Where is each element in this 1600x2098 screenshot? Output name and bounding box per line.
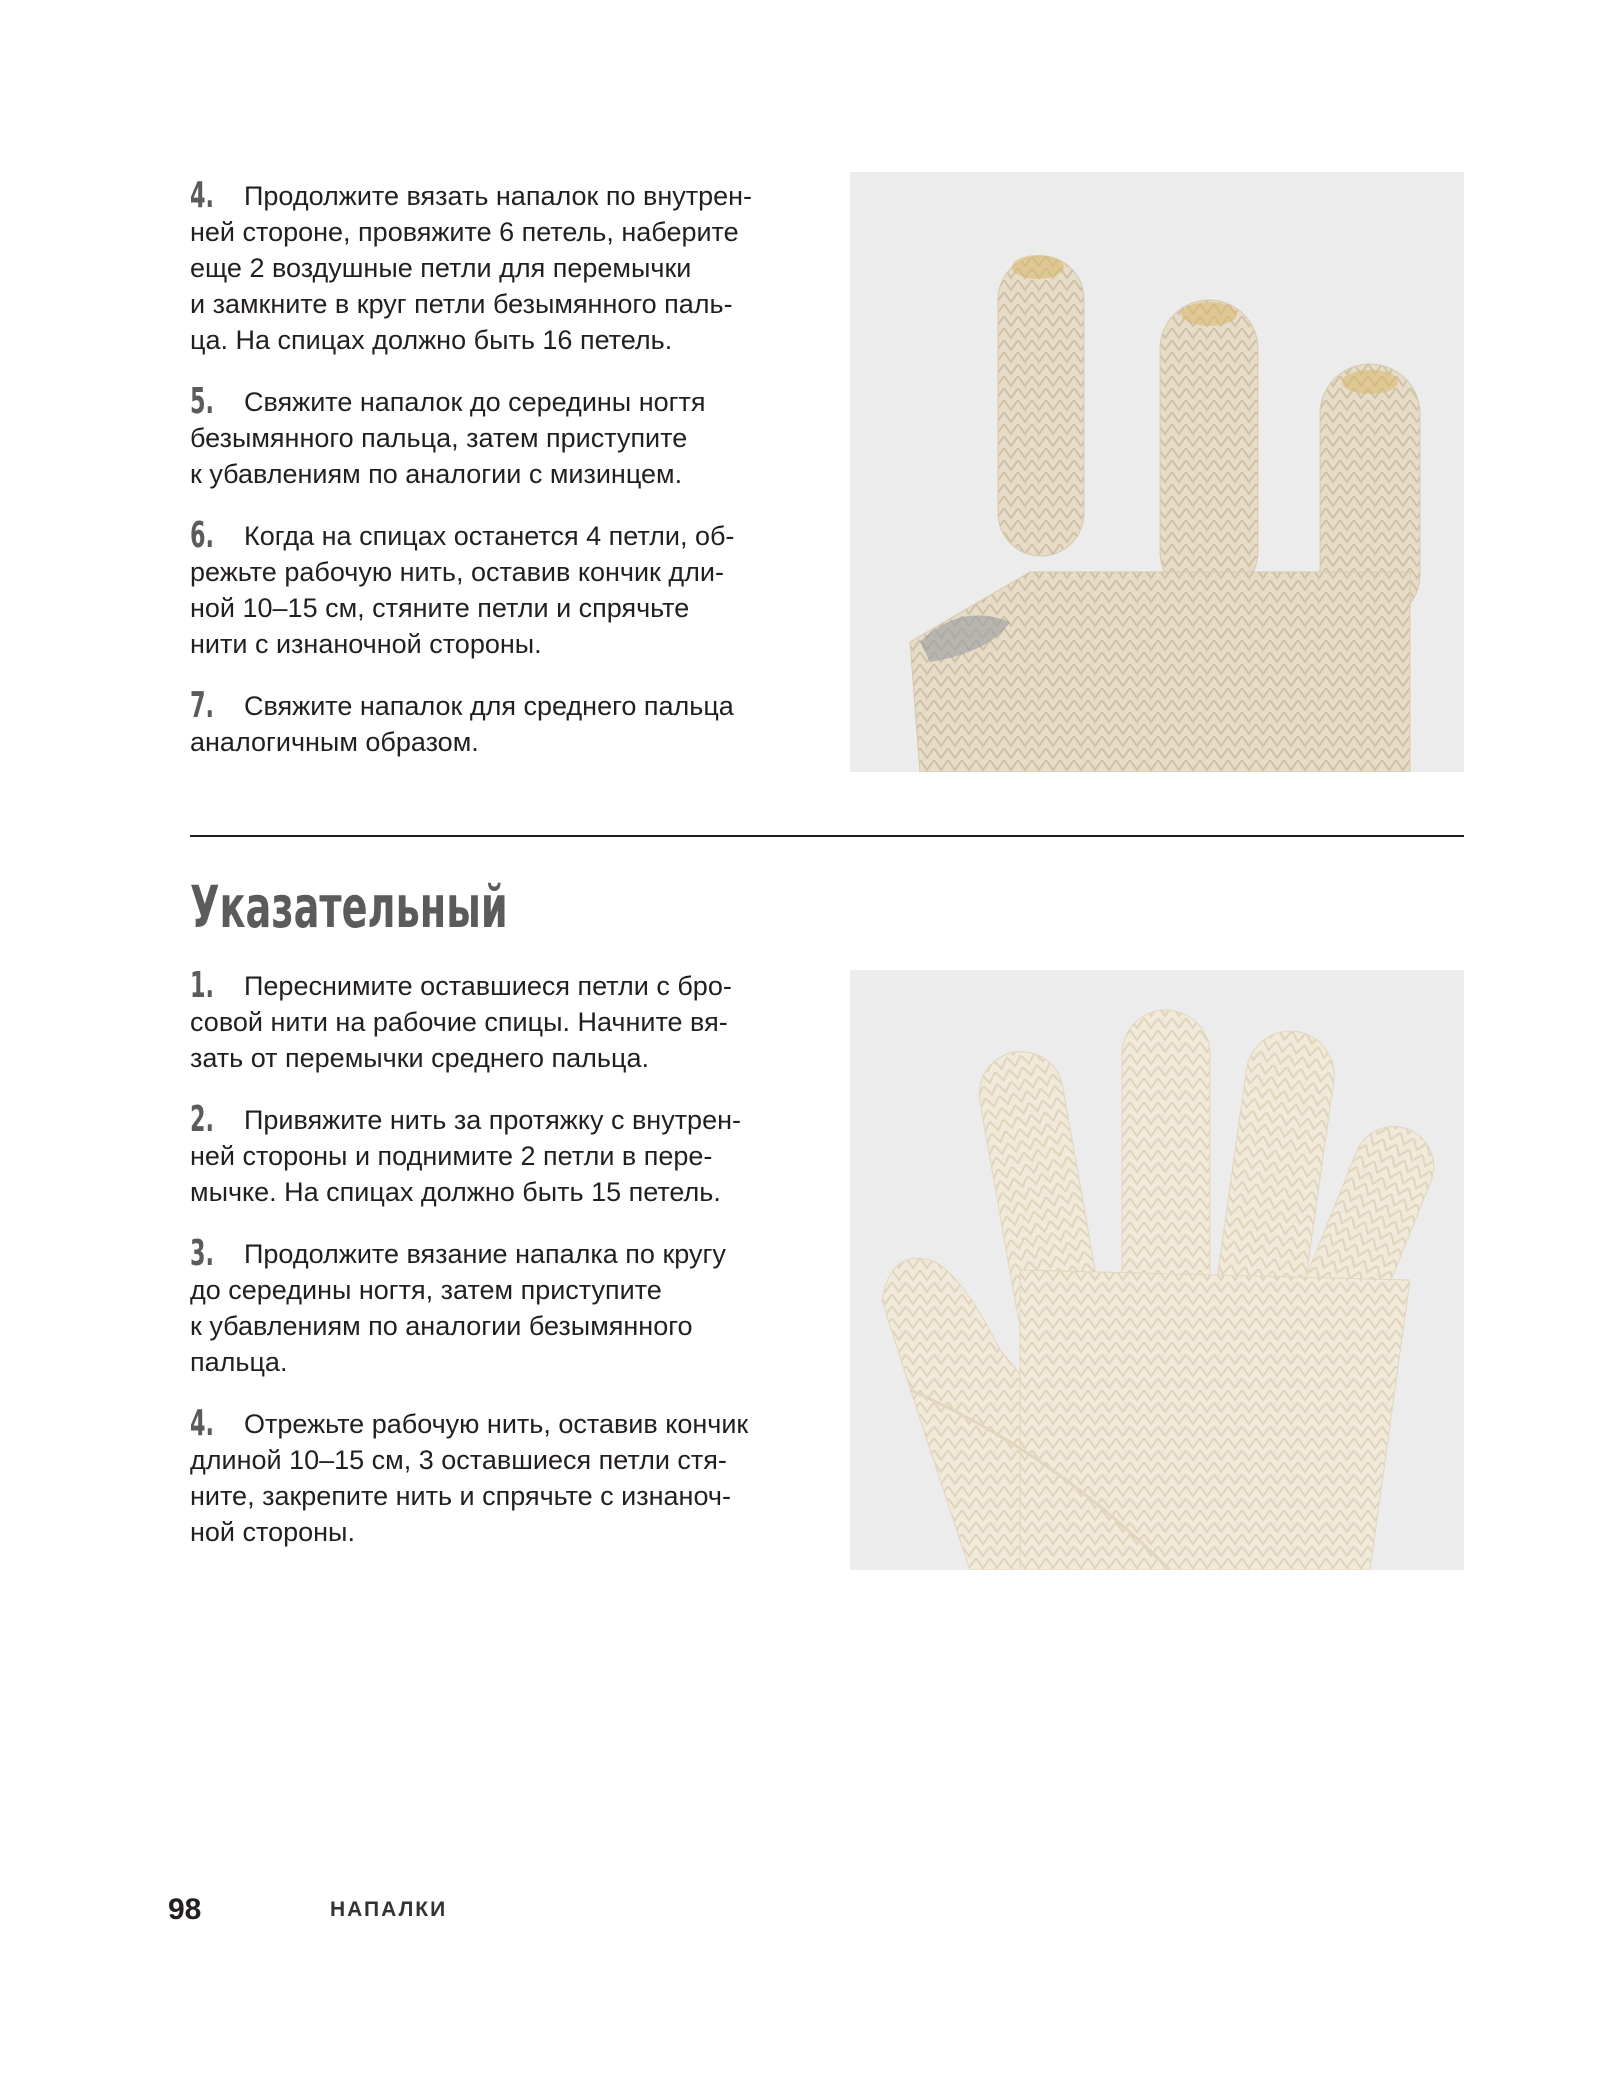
step-text-line: до середины ногтя, затем приступите: [190, 1275, 662, 1305]
running-footer-section: НАПАЛКИ: [330, 1898, 448, 1921]
top-steps: [190, 175, 810, 760]
step-text-line: режьте рабочую нить, оставив кончик дли-: [190, 557, 724, 587]
step-number: 4.: [190, 175, 215, 216]
step-text-line: Переснимите оставшиеся петли с бро-: [244, 971, 732, 1001]
knitted-glove-hand-illustration: [850, 970, 1464, 1570]
step-text-line: ной 10–15 см, стяните петли и спрячьте: [190, 593, 690, 623]
step-text-line: Привяжите нить за протяжку с внутрен-: [244, 1105, 741, 1135]
step-text-line: Свяжите напалок для среднего пальца: [244, 691, 734, 721]
step-text-line: ней стороне, провяжите 6 петель, наберите: [190, 217, 739, 247]
step-text-line: ца. На спицах должно быть 16 петель.: [190, 325, 673, 355]
step-text-line: нити с изнаночной стороны.: [190, 629, 542, 659]
step-text-line: безымянного пальца, затем приступите: [190, 423, 688, 453]
step-text-line: и замкните в круг петли безымянного паль-: [190, 289, 733, 319]
step-text-line: еще 2 воздушные петли для перемычки: [190, 253, 692, 283]
step-text-line: пальца.: [190, 1347, 288, 1377]
step-text-line: ните, закрепите нить и спрячьте с изнаноч-: [190, 1481, 731, 1511]
step-text-line: ной стороны.: [190, 1517, 355, 1547]
step-text-line: Продолжите вязание напалка по кругу: [244, 1239, 726, 1269]
step-number: 6.: [190, 515, 215, 556]
step-text-line: совой нити на рабочие спицы. Начните вя-: [190, 1007, 728, 1037]
page-number: 98: [168, 1893, 202, 1926]
step-number: 7.: [190, 685, 215, 726]
glove-photo-top: [850, 172, 1464, 772]
step-bottom-3: [190, 1233, 810, 1380]
step-top-4: [190, 175, 810, 358]
step-text-line: Продолжите вязать напалок по внутрен-: [244, 181, 753, 211]
step-text-line: Когда на спицах останется 4 петли, об-: [244, 521, 735, 551]
glove-photo-bottom: [850, 970, 1464, 1570]
step-text-line: Отрежьте рабочую нить, оставив кончик: [244, 1409, 749, 1439]
step-top-6: [190, 515, 810, 662]
step-text-line: ней стороны и поднимите 2 петли в пере-: [190, 1141, 713, 1171]
step-bottom-2: [190, 1099, 810, 1210]
step-number: 5.: [190, 381, 215, 422]
section-divider: [190, 835, 1464, 837]
section-title: Указательный: [190, 873, 508, 941]
step-bottom-1: [190, 965, 810, 1076]
step-text-line: мычке. На спицах должно быть 15 петель.: [190, 1177, 721, 1207]
knitted-glove-illustration: [850, 172, 1464, 772]
step-text-line: аналогичным образом.: [190, 727, 479, 757]
step-number: 4.: [190, 1403, 215, 1444]
step-bottom-4: [190, 1403, 810, 1550]
step-text-line: зать от перемычки среднего пальца.: [190, 1043, 649, 1073]
bottom-steps: [190, 965, 810, 1550]
step-text-line: Свяжите напалок до середины ногтя: [244, 387, 706, 417]
step-text-line: к убавлениям по аналогии с мизинцем.: [190, 459, 683, 489]
step-number: 2.: [190, 1099, 215, 1140]
step-number: 1.: [190, 965, 215, 1006]
step-top-5: [190, 381, 810, 492]
step-text-line: длиной 10–15 см, 3 оставшиеся петли стя-: [190, 1445, 727, 1475]
step-number: 3.: [190, 1233, 215, 1274]
step-top-7: [190, 685, 810, 760]
step-text-line: к убавлениям по аналогии безымянного: [190, 1311, 693, 1341]
